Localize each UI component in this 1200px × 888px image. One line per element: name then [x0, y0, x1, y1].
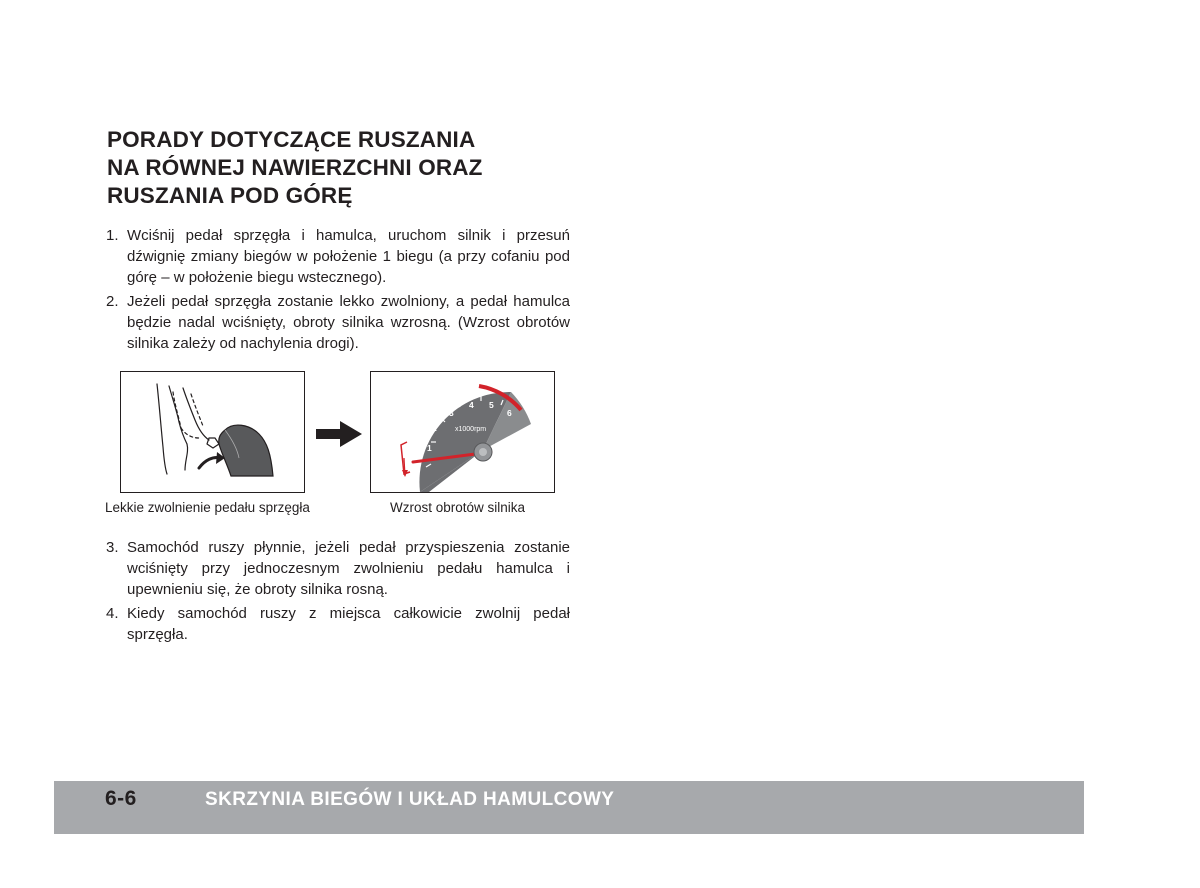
clutch-pedal-icon — [121, 372, 304, 492]
page-number: 6-6 — [105, 787, 137, 810]
arrow-right-icon — [314, 419, 364, 449]
step-text: Jeżeli pedał sprzęgła zostanie lekko zwolniony, a pedał hamulca będzie nadal wciśnięty, obroty silnika wzrosną. (Wzrost obrotów silnika zależy od nachylenia drogi). — [127, 293, 570, 352]
step-number: 1. — [106, 227, 119, 244]
clutch-pedal-illustration — [120, 371, 305, 493]
step-number: 3. — [106, 539, 119, 556]
step-number: 4. — [106, 605, 119, 622]
tacho-mark: 1 — [427, 443, 432, 453]
heading-line: NA RÓWNEJ NAWIERZCHNI ORAZ — [107, 155, 483, 180]
tachometer-illustration — [370, 371, 555, 493]
steps-list-bottom — [106, 537, 570, 648]
figure-caption-tachometer: Wzrost obrotów silnika — [390, 500, 526, 515]
step-item — [106, 225, 570, 288]
tacho-mark: 2 — [432, 423, 437, 433]
step-item — [106, 291, 570, 354]
tacho-mark: 4 — [469, 400, 474, 410]
step-item — [106, 603, 570, 645]
figure-caption-pedal: Lekkie zwolnienie pedału sprzęgła — [105, 500, 310, 515]
tacho-mark: 3 — [449, 408, 454, 418]
step-text: Samochód ruszy płynnie, jeżeli pedał przyspieszenia zostanie wciśnięty przy jednoczesnym zwolnieniu pedału hamulca i upewnieniu się, że obroty silnika rosną. — [127, 539, 570, 598]
section-heading — [107, 126, 567, 210]
heading-line: RUSZANIA POD GÓRĘ — [107, 183, 353, 208]
step-item — [106, 537, 570, 600]
page-footer — [54, 781, 1084, 834]
step-number: 2. — [106, 293, 119, 310]
step-text: Wciśnij pedał sprzęgła i hamulca, uruchom silnik i przesuń dźwignię zmiany biegów w położenie 1 biegu (a przy cofaniu pod górę – w położenie biegu wstecznego). — [127, 227, 570, 286]
chapter-title: SKRZYNIA BIEGÓW I UKŁAD HAMULCOWY — [205, 789, 615, 810]
steps-list-top — [106, 225, 570, 357]
heading-line: PORADY DOTYCZĄCE RUSZANIA — [107, 127, 476, 152]
step-text: Kiedy samochód ruszy z miejsca całkowicie zwolnij pedał sprzęgła. — [127, 605, 570, 643]
tachometer-icon — [371, 372, 554, 492]
tacho-mark: 5 — [489, 400, 494, 410]
tacho-unit-label: x1000rpm — [455, 426, 487, 433]
tacho-mark: 6 — [507, 408, 512, 418]
